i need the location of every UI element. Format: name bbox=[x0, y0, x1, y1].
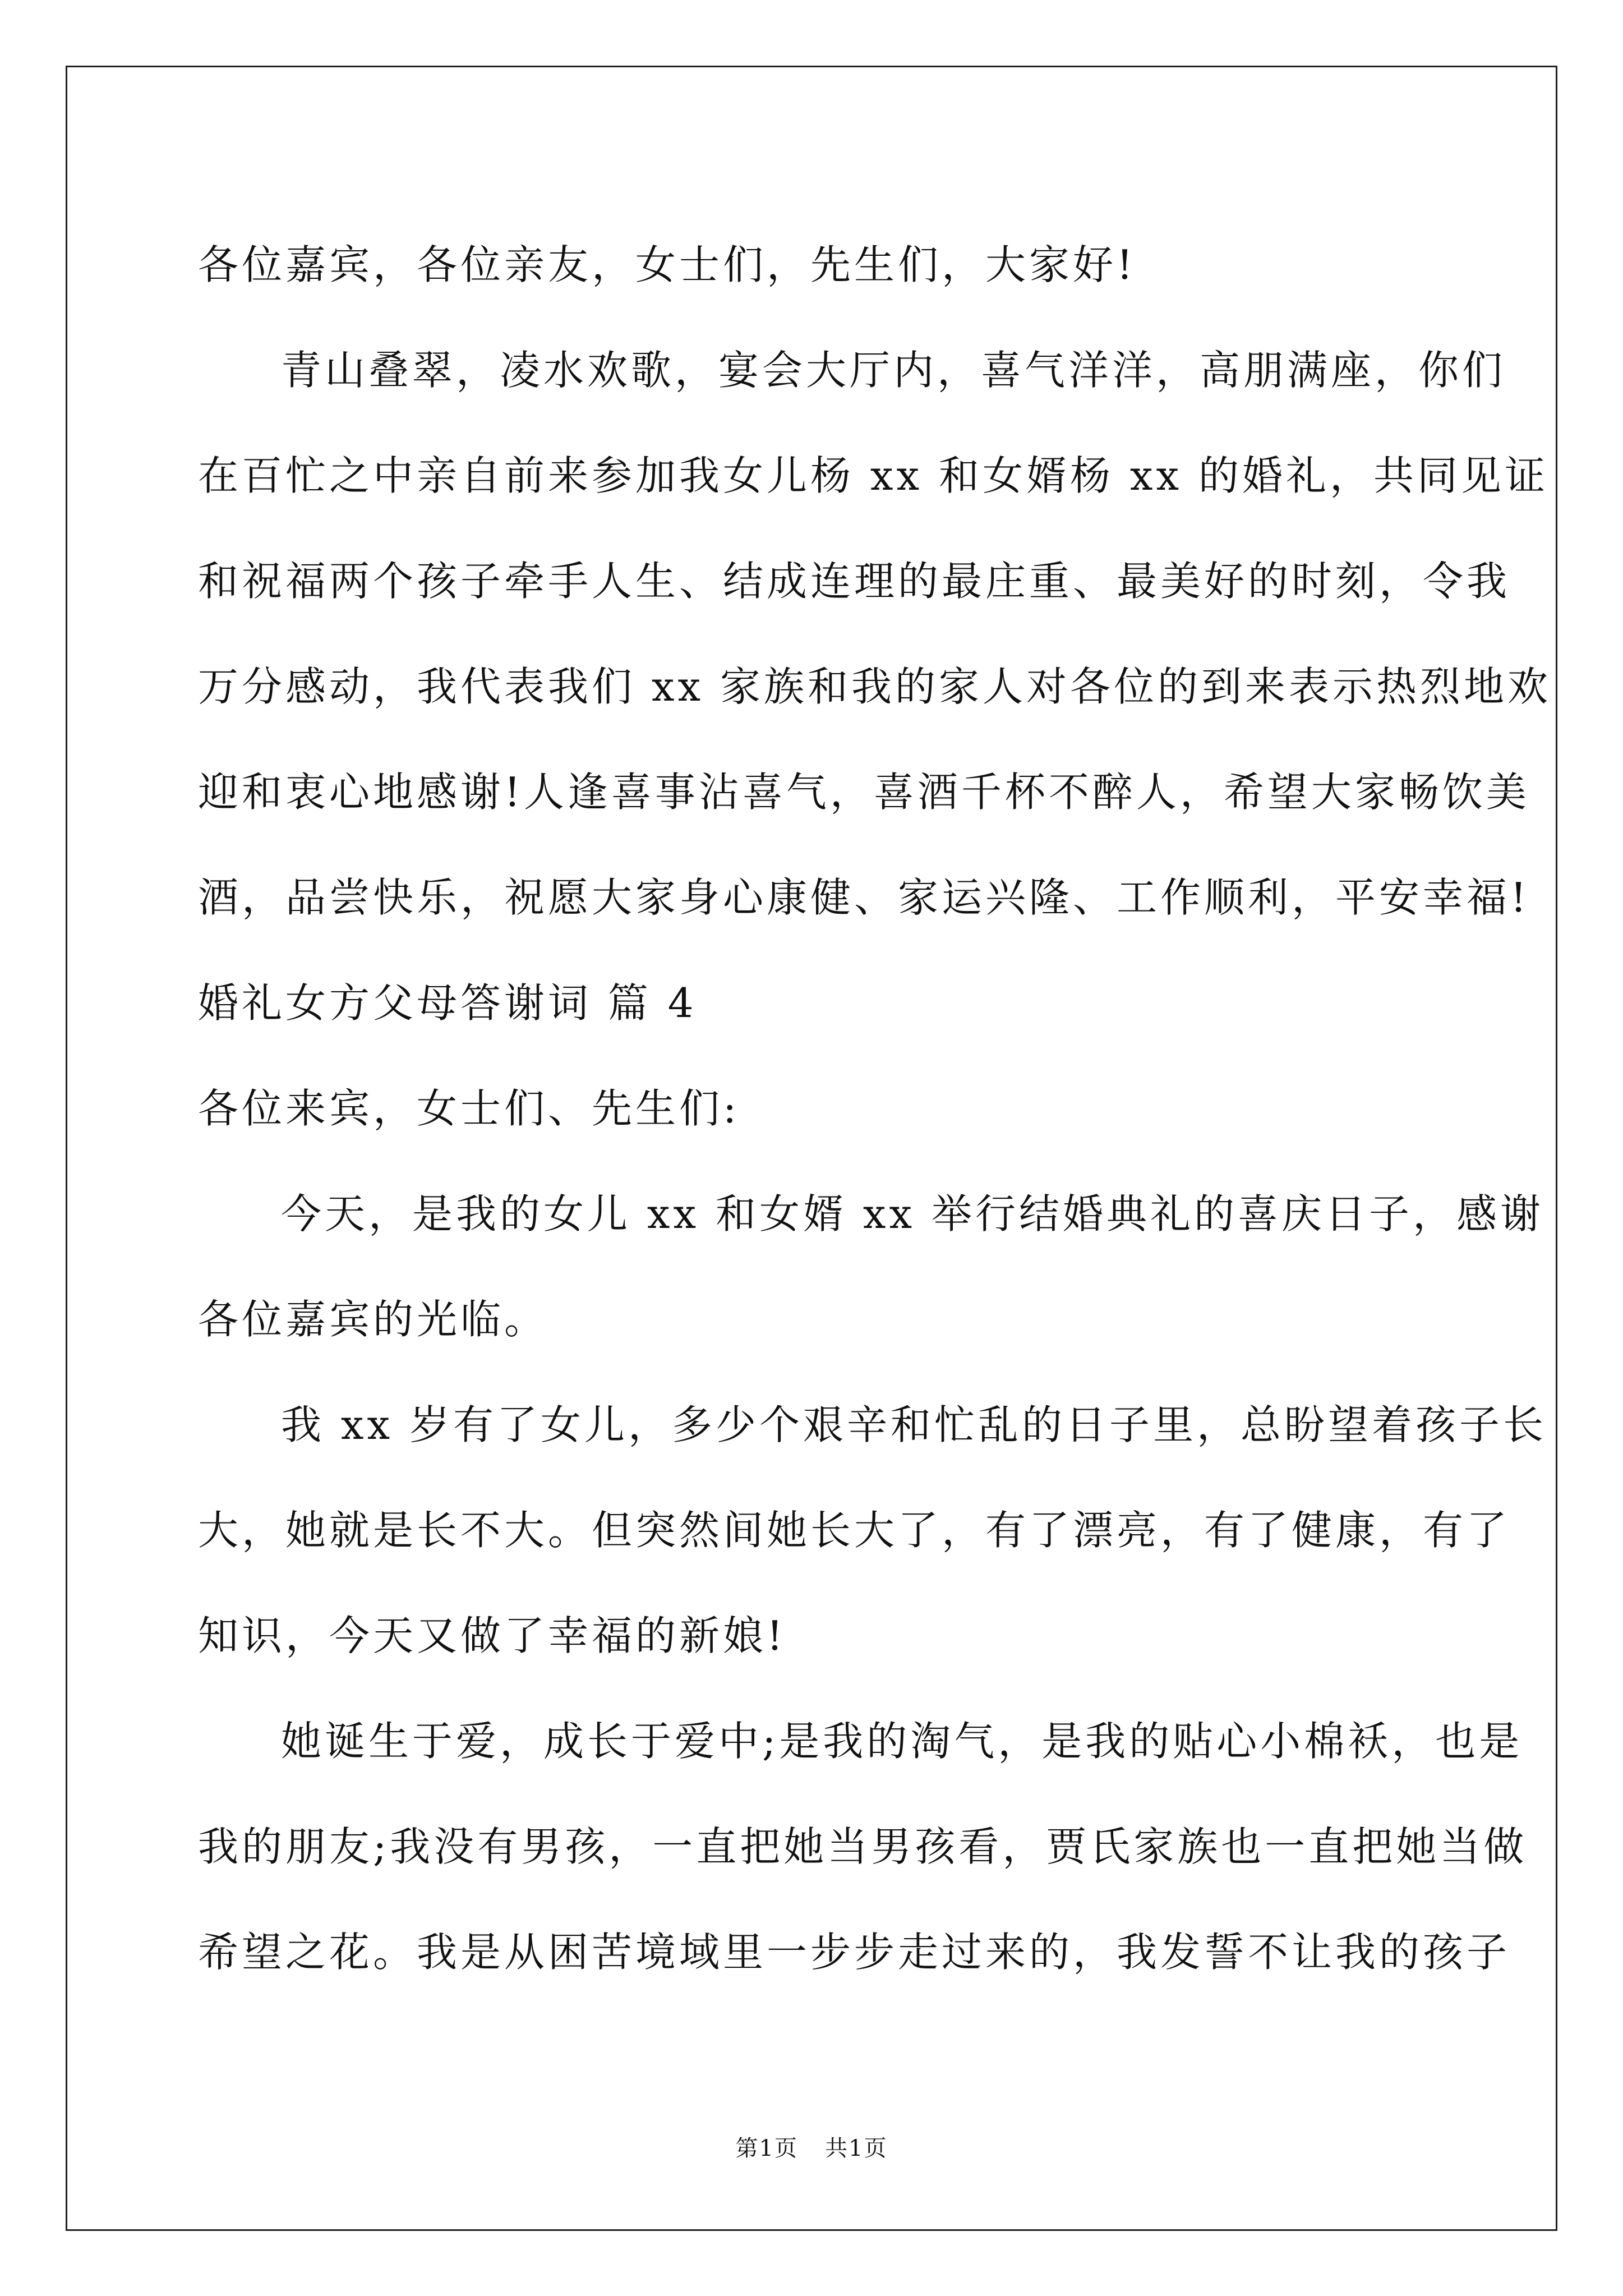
page-number-total: 共1页 bbox=[825, 2136, 888, 2161]
greeting-line: 各位来宾，女士们、先生们: bbox=[198, 1085, 740, 1132]
document-body bbox=[198, 212, 1551, 2005]
paragraph-line: 各位嘉宾的光临。 bbox=[198, 1296, 548, 1343]
paragraph-line: 青山叠翠，凌水欢歌，宴会大厅内，喜气洋洋，高朋满座，你们 bbox=[281, 347, 1506, 394]
paragraph-line: 她诞生于爱，成长于爱中;是我的淘气，是我的贴心小棉袄，也是 bbox=[281, 1718, 1523, 1765]
page-number-current: 第1页 bbox=[735, 2136, 798, 2161]
paragraph-line: 知识，今天又做了幸福的新娘! bbox=[198, 1612, 786, 1659]
paragraph-line: 我的朋友;我没有男孩，一直把她当男孩看，贾氏家族也一直把她当做 bbox=[198, 1823, 1528, 1870]
greeting-line: 各位嘉宾，各位亲友，女士们，先生们，大家好! bbox=[198, 241, 1136, 288]
paragraph-line: 我 xx 岁有了女儿，多少个艰辛和忙乱的日子里，总盼望着孩子长 bbox=[281, 1401, 1547, 1448]
paragraph-line: 在百忙之中亲自前来参加我女儿杨 xx 和女婿杨 xx 的婚礼，共同见证 bbox=[198, 452, 1548, 499]
paragraph-line: 和祝福两个孩子牵手人生、结成连理的最庄重、最美好的时刻，令我 bbox=[198, 558, 1511, 605]
paragraph-line: 大，她就是长不大。但突然间她长大了，有了漂亮，有了健康，有了 bbox=[198, 1507, 1511, 1554]
paragraph-line: 今天，是我的女儿 xx 和女婿 xx 举行结婚典礼的喜庆日子，感谢 bbox=[281, 1190, 1544, 1237]
paragraph-line: 万分感动，我代表我们 xx 家族和我的家人对各位的到来表示热烈地欢 bbox=[198, 663, 1551, 710]
paragraph-line: 酒，品尝快乐，祝愿大家身心康健、家运兴隆、工作顺利，平安幸福! bbox=[198, 874, 1530, 921]
section-heading: 婚礼女方父母答谢词 篇 4 bbox=[198, 979, 697, 1027]
paragraph-line: 迎和衷心地感谢!人逢喜事沾喜气，喜酒千杯不醉人，希望大家畅饮美 bbox=[198, 769, 1530, 816]
paragraph-line: 希望之花。我是从困苦境域里一步步走过来的，我发誓不让我的孩子 bbox=[198, 1929, 1511, 1976]
page-footer bbox=[0, 2132, 1623, 2165]
